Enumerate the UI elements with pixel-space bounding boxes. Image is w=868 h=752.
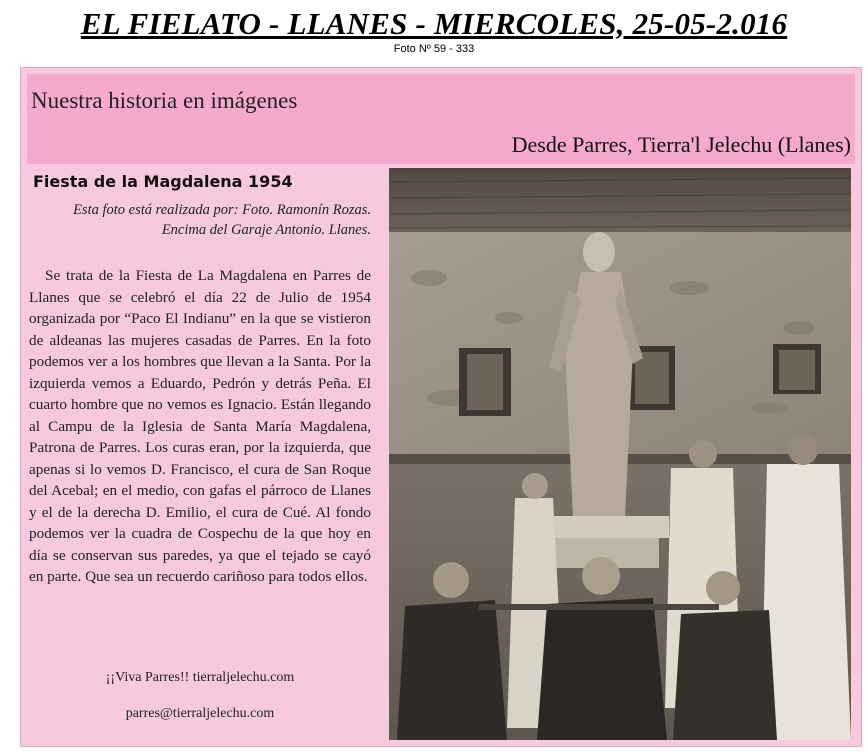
masthead: EL FIELATO - LLANES - MIERCOLES, 25-05-2.016 (80, 6, 788, 41)
article-headline: Fiesta de la Magdalena 1954 (33, 172, 293, 191)
article-column (29, 168, 379, 738)
photo-credit: Esta foto está realizada por: Foto. Ramonín Rozas. Encima del Garaje Antonio. Llanes. (73, 202, 371, 238)
article-body: Se trata de la Fiesta de La Magdalena en Parres de Llanes que se celebró el día 22 de Julio de 1954 organizada por “Paco El Indianu” en la que se vistieron de aldeanas las mujeres casadas de Parres. En la foto podemos ver a los hombres que llevan a la Santa. Por la izquierda vemos a Eduardo, Pedrón y detrás Peña. El cuarto hombre que no vemos es Ignacio. Están llegando al Campu de la Iglesia de Santa María Magdalena, Patrona de Parres. Los curas eran, por la izquierda, que apenas si lo vemos D. Francisco, el cura de San Roque del Acebal; en el medio, con gafas el párroco de Llanes y el de la derecha D. Emilio, el cura de Cué. Al fondo podemos ver la cuadra de Cospechu de la que hoy en día se conservan sus paredes, ya que el tejado se cayó en parte. Que sea un recuerdo cariñoso para todos ellos. (29, 267, 371, 585)
closing-line: ¡¡Viva Parres!! tierraljelechu.com (105, 670, 295, 685)
historic-photo (389, 168, 851, 740)
article-panel (20, 67, 862, 747)
section-subtitle: Desde Parres, Tierra'l Jelechu (Llanes) (511, 132, 851, 157)
contact-email: parres@tierraljelechu.com (125, 706, 275, 721)
section-title: Nuestra historia en imágenes (31, 88, 298, 113)
photo-illustration (389, 168, 851, 740)
photo-number: Foto Nº 59 - 333 (393, 43, 475, 55)
section-header (27, 74, 855, 164)
